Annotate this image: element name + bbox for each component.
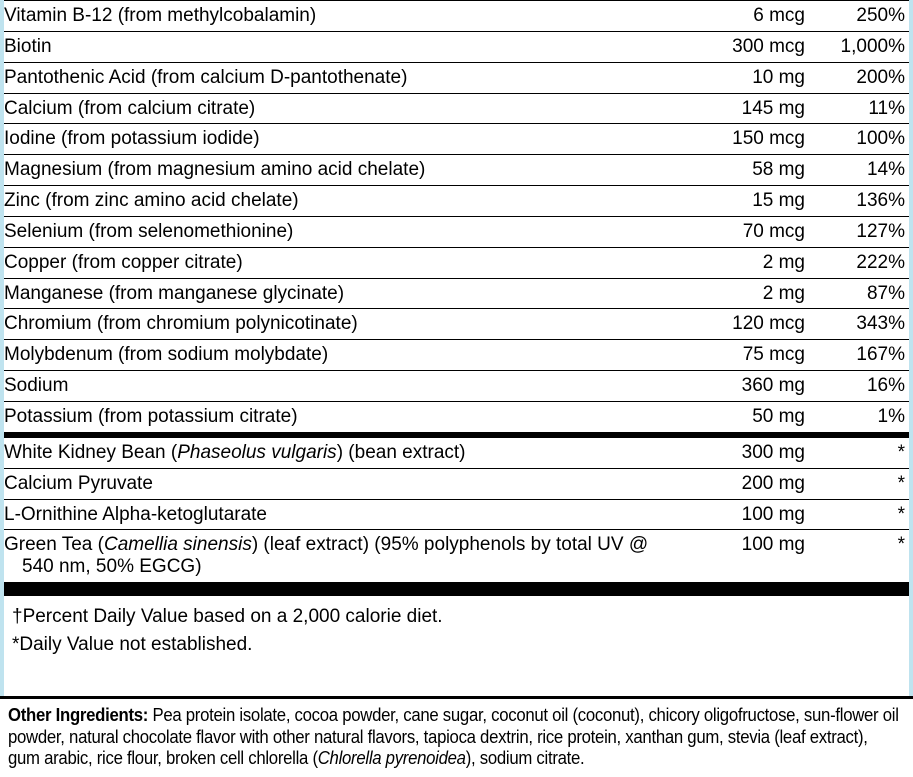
table-row <box>4 468 909 499</box>
nutrient-amount: 100 mg <box>655 530 809 583</box>
nutrient-amount: 200 mg <box>655 468 809 499</box>
table-row <box>4 530 909 583</box>
other-ingredients-text <box>8 705 901 769</box>
nutrient-amount: 2 mg <box>655 247 809 278</box>
nutrient-name: Pantothenic Acid (from calcium D-pantothenate) <box>4 62 655 93</box>
nutrient-name-suffix: ) (leaf extract) (95% polyphenols by total UV @ <box>251 534 649 556</box>
table-row <box>4 247 909 278</box>
footnotes <box>4 596 909 663</box>
nutrient-dv: 1% <box>809 401 909 434</box>
nutrient-dv: * <box>809 530 909 583</box>
nutrient-amount: 58 mg <box>655 155 809 186</box>
table-row <box>4 340 909 371</box>
nutrient-name <box>4 499 655 530</box>
table-row <box>4 155 909 186</box>
table-row <box>4 401 909 434</box>
nutrient-amount: 120 mcg <box>655 309 809 340</box>
other-ingredients-part1: Pea protein isolate, cocoa powder, cane sugar, coconut oil (coconut), chicory oligofructose, sun-flower oil powder, natural chocolate flavor with other natural flavors, tapioca dextrin, rice protein, xanthan gum, stevia (leaf extract), gum arabic, rice flour, broken cell chlorella ( <box>8 705 899 768</box>
supplement-facts-body <box>4 0 909 777</box>
section-divider-bar <box>4 583 909 596</box>
table-row <box>4 62 909 93</box>
nutrient-dv: 136% <box>809 186 909 217</box>
nutrient-amount: 50 mg <box>655 401 809 434</box>
nutrient-name: Selenium (from selenomethionine) <box>4 216 655 247</box>
nutrient-amount: 145 mg <box>655 93 809 124</box>
nutrient-name: Molybdenum (from sodium molybdate) <box>4 340 655 371</box>
nutrient-name: Vitamin B-12 (from methylcobalamin) <box>4 1 655 32</box>
table-row <box>4 371 909 402</box>
nutrient-dv: 250% <box>809 1 909 32</box>
nutrient-amount: 15 mg <box>655 186 809 217</box>
table-row <box>4 435 909 468</box>
nutrient-name-text: L-Ornithine Alpha-ketoglutarate <box>4 503 267 525</box>
table-row <box>4 93 909 124</box>
nutrient-amount: 70 mcg <box>655 216 809 247</box>
nutrient-name: Copper (from copper citrate) <box>4 247 655 278</box>
panel-border-right <box>909 0 913 777</box>
nutrient-amount: 300 mcg <box>655 31 809 62</box>
table-row <box>4 186 909 217</box>
nutrient-dv: 14% <box>809 155 909 186</box>
table-row <box>4 216 909 247</box>
nutrient-dv: * <box>809 435 909 468</box>
nutrient-dv: 1,000% <box>809 31 909 62</box>
nutrient-name-suffix: ) (bean extract) <box>336 441 466 463</box>
other-ingredients-part2: ), sodium citrate. <box>465 747 585 768</box>
nutrient-dv: 11% <box>809 93 909 124</box>
nutrient-name: Biotin <box>4 31 655 62</box>
nutrient-dv: 127% <box>809 216 909 247</box>
nutrient-name <box>4 468 655 499</box>
nutrient-amount: 10 mg <box>655 62 809 93</box>
nutrient-name: Chromium (from chromium polynicotinate) <box>4 309 655 340</box>
nutrient-dv: * <box>809 468 909 499</box>
nutrient-name: Sodium <box>4 371 655 402</box>
nutrient-table-body <box>4 1 909 583</box>
footnote-daily-value: †Percent Daily Value based on a 2,000 calorie diet. <box>12 606 443 628</box>
nutrient-name-text: Calcium Pyruvate <box>4 472 153 494</box>
nutrient-dv: 87% <box>809 278 909 309</box>
nutrient-latin-name: Phaseolus vulgaris <box>177 441 337 463</box>
table-row <box>4 309 909 340</box>
nutrient-dv: 343% <box>809 309 909 340</box>
nutrient-name: Calcium (from calcium citrate) <box>4 93 655 124</box>
table-row <box>4 278 909 309</box>
nutrient-name-text: Green Tea ( <box>4 534 104 556</box>
other-ingredients-latin-name: Chlorella pyrenoidea <box>317 747 466 768</box>
table-row <box>4 1 909 32</box>
table-row <box>4 499 909 530</box>
nutrient-table <box>4 0 909 583</box>
nutrient-latin-name: Camellia sinensis <box>103 534 252 556</box>
nutrient-dv: 16% <box>809 371 909 402</box>
nutrient-amount: 6 mcg <box>655 1 809 32</box>
nutrient-name: Zinc (from zinc amino acid chelate) <box>4 186 655 217</box>
nutrient-amount: 75 mcg <box>655 340 809 371</box>
other-ingredients-section <box>0 696 913 777</box>
nutrient-dv: 167% <box>809 340 909 371</box>
nutrient-amount: 300 mg <box>655 435 809 468</box>
nutrient-amount: 360 mg <box>655 371 809 402</box>
nutrient-name: Magnesium (from magnesium amino acid chelate) <box>4 155 655 186</box>
nutrient-amount: 2 mg <box>655 278 809 309</box>
nutrient-name: Iodine (from potassium iodide) <box>4 124 655 155</box>
footnote-not-established-text: *Daily Value not established. <box>12 633 253 655</box>
nutrient-amount: 100 mg <box>655 499 809 530</box>
footnote-not-established <box>12 632 909 658</box>
nutrient-dv: 100% <box>809 124 909 155</box>
nutrient-name-line1 <box>4 534 651 556</box>
nutrient-name: Manganese (from manganese glycinate) <box>4 278 655 309</box>
nutrient-dv: 222% <box>809 247 909 278</box>
nutrient-amount: 150 mcg <box>655 124 809 155</box>
nutrient-name <box>4 435 655 468</box>
other-ingredients-label: Other Ingredients: <box>8 705 149 726</box>
nutrient-dv: * <box>809 499 909 530</box>
nutrient-name-text: White Kidney Bean ( <box>4 441 178 463</box>
nutrient-name-line2: 540 nm, 50% EGCG) <box>22 556 202 578</box>
nutrient-name: Potassium (from potassium citrate) <box>4 401 655 434</box>
table-row <box>4 124 909 155</box>
nutrient-name <box>4 530 655 583</box>
nutrient-dv: 200% <box>809 62 909 93</box>
table-row <box>4 31 909 62</box>
